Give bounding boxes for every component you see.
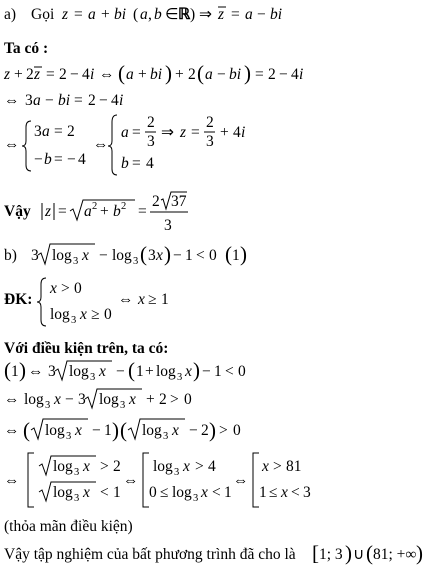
svg-text:−: − bbox=[217, 66, 226, 83]
svg-text:,: , bbox=[148, 6, 152, 23]
svg-text:<: < bbox=[212, 484, 221, 501]
svg-text:≤: ≤ bbox=[269, 484, 278, 501]
step-3 bbox=[0, 416, 425, 451]
svg-text:z: z bbox=[180, 124, 187, 141]
svg-text:b: b bbox=[154, 6, 162, 23]
part-a-intro bbox=[0, 2, 425, 31]
svg-text:=: = bbox=[138, 203, 147, 220]
svg-text:log: log bbox=[112, 247, 132, 264]
svg-text:0: 0 bbox=[184, 391, 192, 408]
ta-co-label bbox=[0, 38, 100, 65]
svg-text:3: 3 bbox=[193, 493, 199, 504]
svg-text:log: log bbox=[69, 363, 89, 380]
svg-text:log: log bbox=[142, 422, 162, 439]
svg-text:2: 2 bbox=[188, 66, 196, 83]
svg-text:4: 4 bbox=[291, 66, 299, 83]
svg-text:a: a bbox=[245, 6, 253, 23]
svg-text:bi: bi bbox=[270, 6, 283, 23]
svg-text:−: − bbox=[173, 247, 182, 264]
svg-text:81; +∞: 81; +∞ bbox=[373, 546, 417, 563]
svg-text:3: 3 bbox=[34, 123, 42, 140]
svg-text:): ) bbox=[345, 541, 352, 565]
svg-text:): ) bbox=[244, 61, 251, 85]
svg-text:≥: ≥ bbox=[148, 291, 157, 308]
svg-text:x: x bbox=[281, 484, 288, 501]
svg-text:x: x bbox=[83, 484, 90, 501]
svg-text:2: 2 bbox=[113, 458, 121, 475]
part-b-inequality bbox=[0, 241, 425, 274]
svg-text:(: ( bbox=[140, 242, 147, 266]
svg-text:⇒: ⇒ bbox=[199, 6, 212, 23]
svg-text:⇔: ⇔ bbox=[4, 391, 20, 408]
svg-text:2: 2 bbox=[26, 66, 34, 83]
svg-text:x: x bbox=[83, 458, 90, 475]
svg-text:37: 37 bbox=[171, 193, 187, 210]
svg-text:log: log bbox=[153, 458, 173, 475]
svg-text:log: log bbox=[53, 484, 73, 501]
svg-text:⇔: ⇔ bbox=[4, 422, 20, 439]
svg-text:4: 4 bbox=[82, 66, 90, 83]
svg-text:⇔: ⇔ bbox=[233, 472, 249, 489]
svg-text:2: 2 bbox=[67, 123, 75, 140]
svg-text:⇔: ⇔ bbox=[93, 136, 109, 153]
svg-text:>: > bbox=[100, 458, 109, 475]
svg-text:z: z bbox=[45, 203, 52, 220]
svg-text:=: = bbox=[132, 124, 141, 141]
svg-text:2: 2 bbox=[152, 193, 160, 210]
svg-text:−: − bbox=[99, 247, 108, 264]
svg-text:x: x bbox=[75, 422, 82, 439]
svg-text:3: 3 bbox=[90, 372, 96, 383]
svg-text:+: + bbox=[175, 66, 184, 83]
svg-text:3: 3 bbox=[147, 133, 155, 150]
svg-text:4: 4 bbox=[111, 92, 119, 109]
svg-text:+: + bbox=[101, 6, 110, 23]
svg-text:−: − bbox=[279, 66, 288, 83]
svg-text:3: 3 bbox=[174, 467, 180, 478]
svg-text:x: x bbox=[172, 422, 179, 439]
svg-text:): ) bbox=[165, 61, 172, 85]
svg-text:i: i bbox=[90, 66, 95, 83]
svg-text:): ) bbox=[240, 242, 247, 266]
svg-text:⇔: ⇔ bbox=[123, 472, 139, 489]
svg-text:4: 4 bbox=[233, 124, 241, 141]
svg-text:log: log bbox=[172, 484, 192, 501]
union-cases bbox=[0, 449, 425, 516]
svg-text:x: x bbox=[54, 391, 61, 408]
svg-text:(: ( bbox=[23, 418, 30, 442]
svg-text:+: + bbox=[138, 66, 147, 83]
svg-text:): ) bbox=[112, 418, 119, 442]
svg-text:2: 2 bbox=[59, 66, 67, 83]
svg-text:0: 0 bbox=[238, 363, 246, 380]
svg-text:a: a bbox=[42, 123, 50, 140]
svg-text:a: a bbox=[88, 6, 96, 23]
svg-text:+: + bbox=[145, 363, 154, 380]
svg-text:(: ( bbox=[4, 358, 11, 382]
svg-text:<: < bbox=[100, 484, 109, 501]
svg-text:>: > bbox=[219, 422, 228, 439]
svg-text:+: + bbox=[100, 203, 109, 220]
svg-text:): ) bbox=[190, 6, 196, 23]
system-solution bbox=[0, 113, 425, 184]
svg-text:⇒: ⇒ bbox=[161, 124, 174, 141]
svg-text:−: − bbox=[67, 151, 76, 168]
svg-text:a: a bbox=[33, 92, 41, 109]
svg-text:x: x bbox=[201, 484, 208, 501]
svg-text:(: ( bbox=[197, 61, 204, 85]
svg-text:=: = bbox=[74, 6, 83, 23]
svg-text:−: − bbox=[99, 92, 108, 109]
svg-text:3: 3 bbox=[74, 467, 80, 478]
svg-text:3: 3 bbox=[73, 256, 79, 267]
svg-text:=: = bbox=[74, 92, 83, 109]
svg-text:⇔: ⇔ bbox=[118, 291, 134, 308]
svg-text:x: x bbox=[50, 280, 57, 297]
svg-text:a: a bbox=[140, 6, 148, 23]
svg-text:4: 4 bbox=[146, 155, 154, 172]
modulus-result bbox=[0, 190, 425, 241]
svg-text:i: i bbox=[241, 124, 246, 141]
svg-text:2: 2 bbox=[121, 201, 127, 212]
svg-text:log: log bbox=[99, 391, 119, 408]
svg-text:=: = bbox=[132, 155, 141, 172]
svg-text:>: > bbox=[273, 458, 282, 475]
svg-text:x: x bbox=[156, 247, 163, 264]
svg-text:=: = bbox=[46, 66, 55, 83]
svg-text:z: z bbox=[4, 66, 11, 83]
svg-text:3: 3 bbox=[163, 431, 169, 442]
svg-text:⇔: ⇔ bbox=[4, 136, 20, 153]
svg-text:3: 3 bbox=[120, 400, 126, 411]
svg-text:Vậy tập nghiệm của bất phương: Vậy tập nghiệm của bất phương trình đã cho là bbox=[4, 546, 296, 563]
svg-text:x: x bbox=[183, 458, 190, 475]
svg-text:(: ( bbox=[118, 61, 125, 85]
svg-text:4: 4 bbox=[208, 458, 216, 475]
svg-text:3: 3 bbox=[25, 92, 33, 109]
svg-text:1: 1 bbox=[113, 484, 121, 501]
svg-text:=: = bbox=[54, 151, 63, 168]
svg-text:⇔: ⇔ bbox=[28, 363, 44, 380]
svg-text:(: ( bbox=[128, 358, 135, 382]
svg-text:=: = bbox=[231, 6, 240, 23]
svg-text:Vậy: Vậy bbox=[4, 203, 31, 220]
svg-text:2: 2 bbox=[159, 391, 167, 408]
svg-text:<: < bbox=[291, 484, 300, 501]
svg-text:log: log bbox=[156, 363, 176, 380]
svg-text:i: i bbox=[119, 92, 124, 109]
svg-text:0: 0 bbox=[74, 280, 82, 297]
svg-text:<: < bbox=[225, 363, 234, 380]
final-answer bbox=[0, 542, 425, 571]
svg-text:−: − bbox=[202, 363, 211, 380]
svg-text:3: 3 bbox=[78, 391, 86, 408]
svg-text:+: + bbox=[146, 391, 155, 408]
svg-text:Ta có :: Ta có : bbox=[4, 40, 49, 57]
svg-text:2: 2 bbox=[206, 114, 214, 131]
svg-text:b: b bbox=[121, 155, 129, 172]
svg-text:3: 3 bbox=[164, 217, 172, 234]
svg-text:>: > bbox=[170, 391, 179, 408]
svg-text:x: x bbox=[262, 458, 269, 475]
svg-text:⇔: ⇔ bbox=[4, 92, 20, 109]
svg-text:0: 0 bbox=[149, 484, 157, 501]
svg-text:∈: ∈ bbox=[165, 6, 179, 23]
svg-text:3: 3 bbox=[177, 372, 183, 383]
svg-text:1: 1 bbox=[136, 363, 144, 380]
svg-text:2: 2 bbox=[147, 114, 155, 131]
svg-text:log: log bbox=[53, 458, 73, 475]
svg-text:−: − bbox=[45, 92, 54, 109]
step-2 bbox=[0, 387, 425, 418]
svg-text:0: 0 bbox=[209, 247, 217, 264]
svg-text:a: a bbox=[121, 124, 129, 141]
equation-line-1 bbox=[0, 63, 425, 92]
svg-text:1: 1 bbox=[161, 291, 169, 308]
svg-text:z: z bbox=[34, 66, 41, 83]
svg-text:bi: bi bbox=[229, 66, 242, 83]
svg-text:0: 0 bbox=[104, 306, 112, 323]
svg-text:≤: ≤ bbox=[160, 484, 169, 501]
svg-text:x: x bbox=[129, 391, 136, 408]
svg-text:ℝ: ℝ bbox=[178, 6, 191, 23]
svg-text:Với điều kiện trên, ta có:: Với điều kiện trên, ta có: bbox=[4, 340, 169, 357]
svg-text:3: 3 bbox=[148, 247, 156, 264]
svg-text:1: 1 bbox=[259, 484, 267, 501]
svg-text:1; 3: 1; 3 bbox=[319, 546, 343, 563]
domain-condition bbox=[0, 272, 425, 337]
svg-text:z: z bbox=[62, 6, 69, 23]
svg-text:3: 3 bbox=[31, 247, 39, 264]
svg-text:∪: ∪ bbox=[353, 546, 365, 563]
svg-text:⇔: ⇔ bbox=[4, 472, 20, 489]
svg-text:−: − bbox=[34, 151, 43, 168]
svg-text:b: b bbox=[113, 203, 121, 220]
svg-text:bi: bi bbox=[58, 92, 71, 109]
svg-text:ĐK:: ĐK: bbox=[4, 291, 33, 308]
svg-text:a: a bbox=[205, 66, 213, 83]
svg-text:−: − bbox=[92, 422, 101, 439]
svg-text:+: + bbox=[220, 124, 229, 141]
svg-text:=: = bbox=[58, 203, 67, 220]
svg-text:x: x bbox=[99, 363, 106, 380]
svg-text:(thỏa mãn điều kiện): (thỏa mãn điều kiện) bbox=[4, 518, 133, 535]
svg-text:1: 1 bbox=[214, 363, 222, 380]
svg-text:(: ( bbox=[133, 6, 139, 23]
svg-text:1: 1 bbox=[11, 363, 19, 380]
svg-text:⇔: ⇔ bbox=[99, 66, 115, 83]
svg-text:i: i bbox=[299, 66, 304, 83]
svg-text:Gọi: Gọi bbox=[31, 6, 55, 23]
svg-text:−: − bbox=[70, 66, 79, 83]
svg-text:x: x bbox=[185, 363, 192, 380]
svg-text:3: 3 bbox=[71, 315, 77, 326]
svg-text:2: 2 bbox=[268, 66, 276, 83]
svg-text:b): b) bbox=[4, 247, 17, 264]
svg-text:−: − bbox=[257, 6, 266, 23]
svg-text:2: 2 bbox=[201, 422, 209, 439]
svg-text:x: x bbox=[80, 306, 87, 323]
svg-text:81: 81 bbox=[286, 458, 302, 475]
svg-text:2: 2 bbox=[92, 201, 98, 212]
svg-text:>: > bbox=[61, 280, 70, 297]
svg-text:b: b bbox=[44, 151, 52, 168]
svg-text:2: 2 bbox=[88, 92, 96, 109]
svg-text:−: − bbox=[116, 363, 125, 380]
svg-text:3: 3 bbox=[133, 256, 139, 267]
svg-text:3: 3 bbox=[45, 400, 51, 411]
svg-text:[: [ bbox=[312, 541, 319, 565]
svg-text:log: log bbox=[24, 391, 44, 408]
svg-text:0: 0 bbox=[233, 422, 241, 439]
svg-text:): ) bbox=[416, 541, 423, 565]
satisfy-note bbox=[0, 515, 425, 542]
svg-text:z: z bbox=[218, 6, 225, 23]
svg-text:3: 3 bbox=[74, 493, 80, 504]
svg-text:<: < bbox=[196, 247, 205, 264]
svg-text:=: = bbox=[255, 66, 264, 83]
step-1 bbox=[0, 359, 425, 390]
svg-text:>: > bbox=[195, 458, 204, 475]
svg-text:): ) bbox=[164, 242, 171, 266]
svg-text:log: log bbox=[45, 422, 65, 439]
svg-text:1: 1 bbox=[104, 422, 112, 439]
svg-text:3: 3 bbox=[66, 431, 72, 442]
svg-text:3: 3 bbox=[303, 484, 311, 501]
svg-text:=: = bbox=[54, 123, 63, 140]
svg-text:(: ( bbox=[120, 418, 127, 442]
svg-text:(: ( bbox=[225, 242, 232, 266]
svg-text:log: log bbox=[52, 247, 72, 264]
svg-text:(: ( bbox=[366, 541, 373, 565]
svg-text:bi: bi bbox=[150, 66, 163, 83]
svg-text:a: a bbox=[84, 203, 92, 220]
svg-text:3: 3 bbox=[48, 363, 56, 380]
svg-text:a): a) bbox=[4, 6, 17, 23]
svg-text:−: − bbox=[189, 422, 198, 439]
svg-text:): ) bbox=[209, 418, 216, 442]
svg-text:log: log bbox=[50, 306, 70, 323]
svg-text:x: x bbox=[82, 247, 89, 264]
svg-text:+: + bbox=[14, 66, 23, 83]
svg-text:1: 1 bbox=[232, 247, 240, 264]
svg-text:−: − bbox=[65, 391, 74, 408]
svg-text:3: 3 bbox=[206, 133, 214, 150]
svg-text:bi: bi bbox=[114, 6, 127, 23]
svg-text:a: a bbox=[126, 66, 134, 83]
svg-text:=: = bbox=[191, 124, 200, 141]
svg-text:≥: ≥ bbox=[91, 306, 100, 323]
svg-text:1: 1 bbox=[224, 484, 232, 501]
svg-text:): ) bbox=[19, 358, 26, 382]
svg-text:1: 1 bbox=[185, 247, 193, 264]
svg-text:4: 4 bbox=[78, 151, 86, 168]
svg-text:x: x bbox=[138, 291, 145, 308]
svg-text:): ) bbox=[193, 358, 200, 382]
